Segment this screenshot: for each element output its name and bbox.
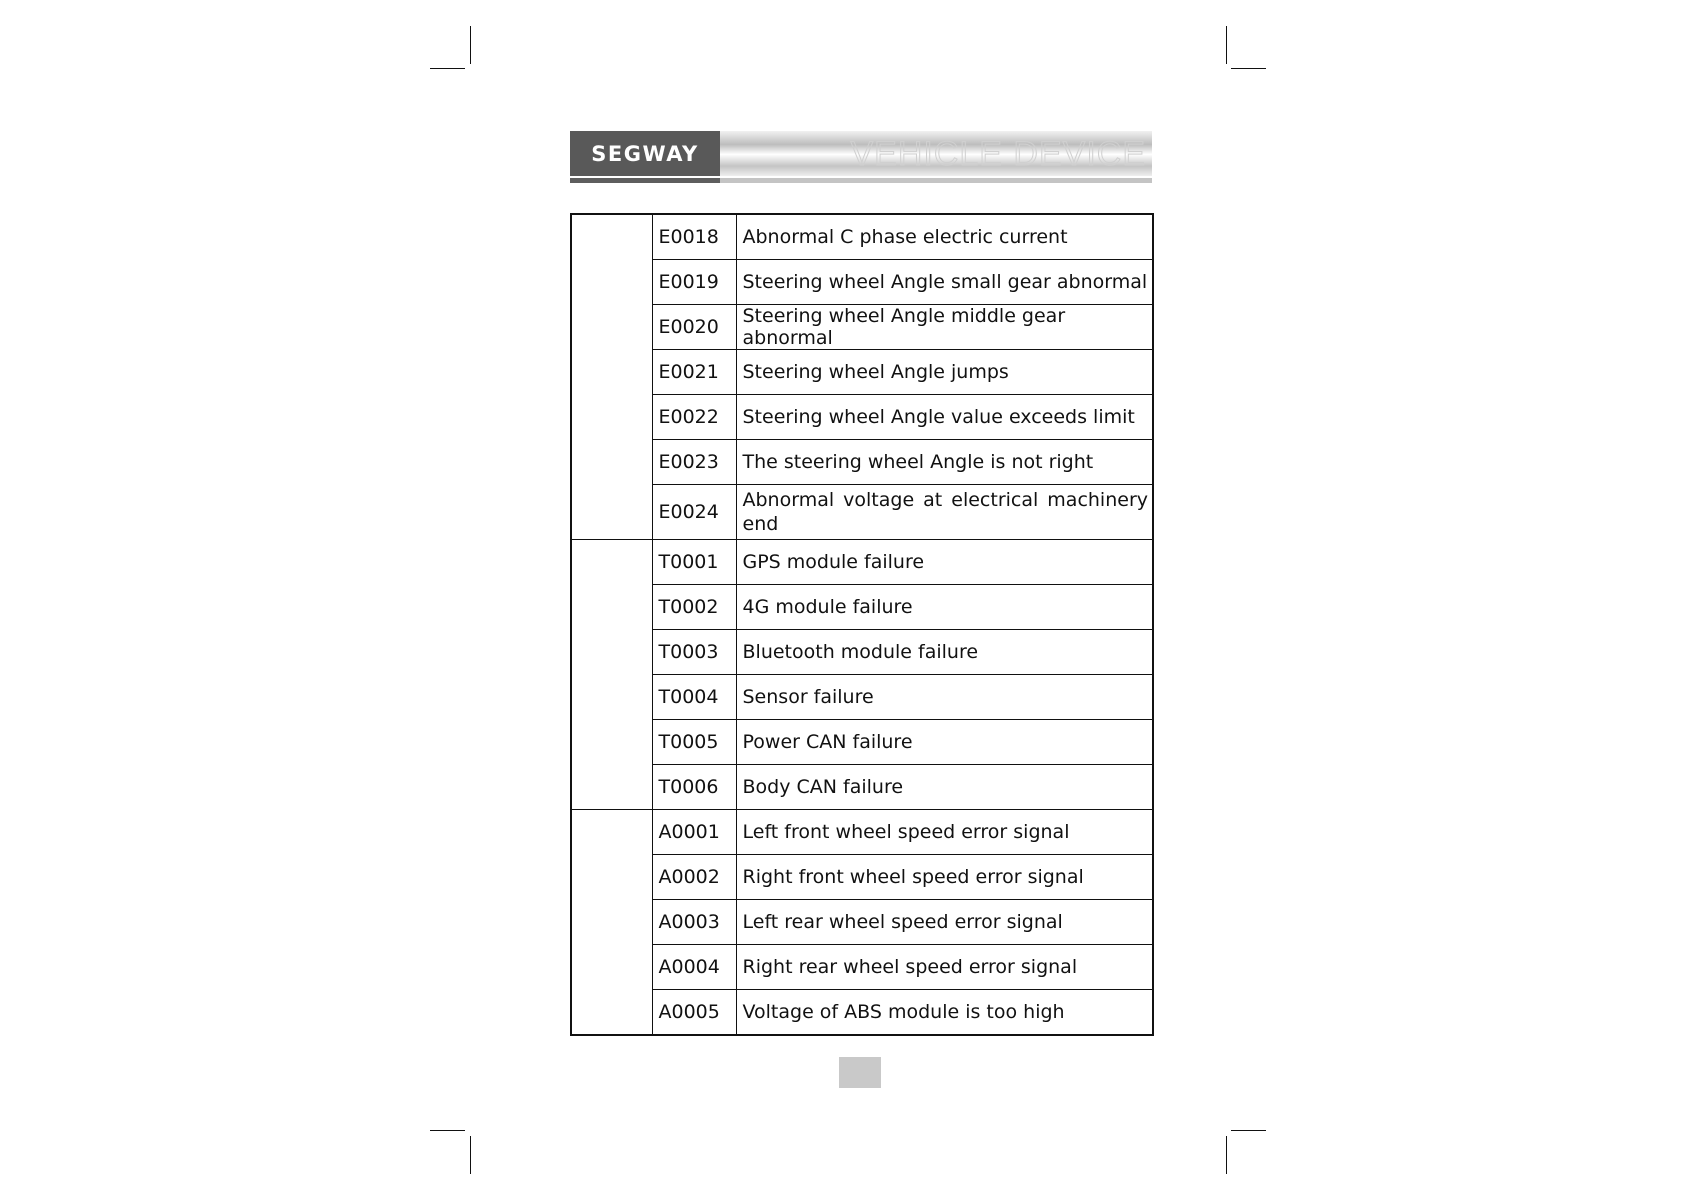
error-description: Body CAN failure — [736, 765, 1153, 810]
error-description: Voltage of ABS module is too high — [736, 990, 1153, 1036]
table-row — [571, 765, 1153, 810]
crop-mark — [1226, 1136, 1227, 1174]
category-cell — [571, 214, 652, 540]
header-banner — [570, 131, 1152, 176]
table-row — [571, 990, 1153, 1036]
crop-mark — [430, 68, 465, 69]
error-description: Abnormal voltage at electrical machinery end — [736, 485, 1153, 540]
error-code: E0021 — [652, 350, 736, 395]
table-row — [571, 440, 1153, 485]
category-cell — [571, 540, 652, 810]
error-code: T0004 — [652, 675, 736, 720]
error-description: Left front wheel speed error signal — [736, 810, 1153, 855]
error-code: E0020 — [652, 305, 736, 350]
error-description: Abnormal C phase electric current — [736, 214, 1153, 260]
crop-mark — [470, 26, 471, 64]
table-row — [571, 305, 1153, 350]
error-description: 4G module failure — [736, 585, 1153, 630]
error-description: Bluetooth module failure — [736, 630, 1153, 675]
table-row — [571, 540, 1153, 585]
table-row — [571, 945, 1153, 990]
error-code: A0002 — [652, 855, 736, 900]
error-description: Right rear wheel speed error signal — [736, 945, 1153, 990]
error-code: A0004 — [652, 945, 736, 990]
error-code-table — [570, 213, 1154, 1036]
error-code: T0001 — [652, 540, 736, 585]
table-row — [571, 720, 1153, 765]
error-code: E0024 — [652, 485, 736, 540]
crop-mark — [1231, 1130, 1266, 1131]
crop-mark — [470, 1136, 471, 1174]
error-code: T0002 — [652, 585, 736, 630]
error-code: E0023 — [652, 440, 736, 485]
error-code: T0006 — [652, 765, 736, 810]
error-code: E0018 — [652, 214, 736, 260]
table-row — [571, 214, 1153, 260]
table-row — [571, 350, 1153, 395]
crop-mark — [430, 1130, 465, 1131]
brand-name: SEGWAY — [591, 141, 699, 166]
crop-mark — [1226, 26, 1227, 64]
error-code: A0005 — [652, 990, 736, 1036]
table-row — [571, 395, 1153, 440]
error-description: Steering wheel Angle value exceeds limit — [736, 395, 1153, 440]
error-description: Steering wheel Angle middle gear abnormal — [736, 305, 1153, 350]
table-row — [571, 630, 1153, 675]
table-row — [571, 260, 1153, 305]
crop-mark — [1231, 68, 1266, 69]
error-description: Power CAN failure — [736, 720, 1153, 765]
table-row — [571, 900, 1153, 945]
category-cell — [571, 810, 652, 1036]
error-description: Sensor failure — [736, 675, 1153, 720]
error-code: A0003 — [652, 900, 736, 945]
error-code: A0001 — [652, 810, 736, 855]
table-row — [571, 675, 1153, 720]
brand-logo — [570, 131, 720, 176]
error-description: The steering wheel Angle is not right — [736, 440, 1153, 485]
table-row — [571, 485, 1153, 540]
error-description: Steering wheel Angle small gear abnormal — [736, 260, 1153, 305]
error-code: E0022 — [652, 395, 736, 440]
error-description: Right front wheel speed error signal — [736, 855, 1153, 900]
page-number-box — [839, 1057, 881, 1088]
error-code: E0019 — [652, 260, 736, 305]
table-row — [571, 585, 1153, 630]
error-code: T0005 — [652, 720, 736, 765]
banner-title: VEHICLE DEVICE — [850, 135, 1146, 173]
table-row — [571, 855, 1153, 900]
error-code: T0003 — [652, 630, 736, 675]
error-description: Left rear wheel speed error signal — [736, 900, 1153, 945]
table-row — [571, 810, 1153, 855]
header-rule — [570, 178, 1152, 183]
error-description: GPS module failure — [736, 540, 1153, 585]
error-description: Steering wheel Angle jumps — [736, 350, 1153, 395]
